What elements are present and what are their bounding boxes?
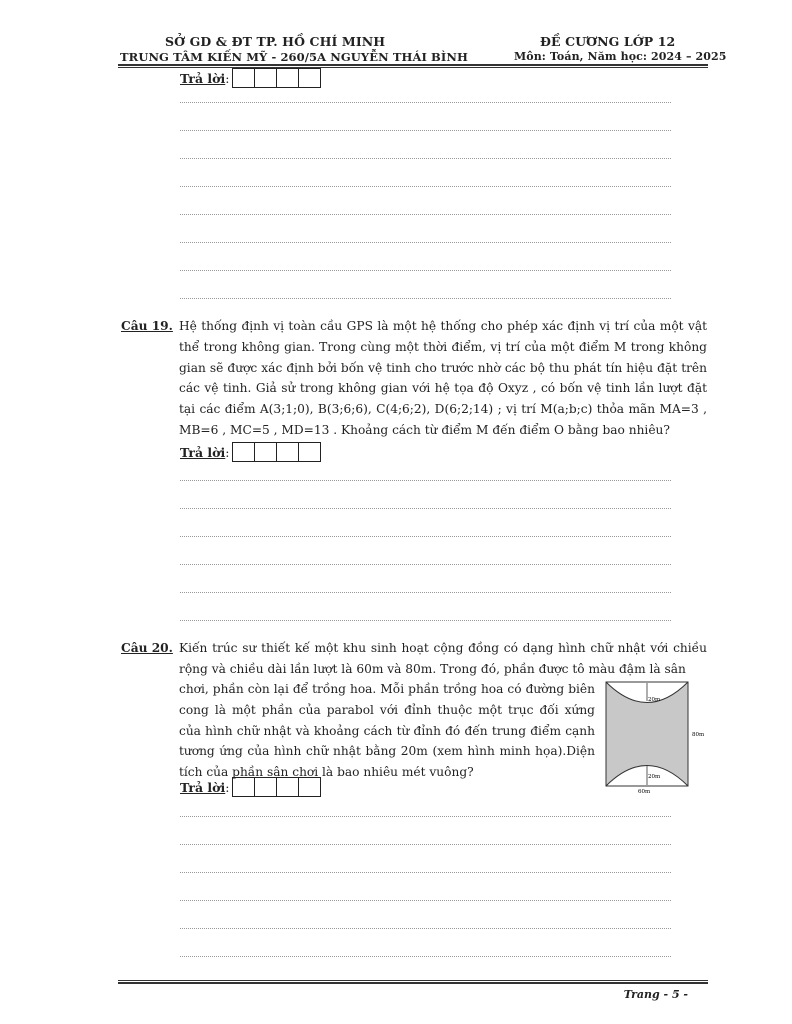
dotted-line — [180, 956, 671, 957]
header-school: SỞ GD & ĐT TP. HỒ CHÍ MINH — [165, 34, 386, 49]
dotted-line — [180, 102, 671, 103]
label-60m: 60m — [638, 789, 651, 795]
dotted-line — [180, 872, 671, 873]
answer-label: Trả lời — [180, 70, 226, 86]
dotted-line — [180, 270, 671, 271]
question-19-text: Hệ thống định vị toàn cầu GPS là một hệ thống cho phép xác định vị trí của một vật thể trong không gian. Trong cùng một thời điểm, vị trí của một điểm M trong không gian sẽ được xác định bởi bốn vệ tinh cho trước nhờ các bộ thu phát tín hiệu đặt trên các vệ tinh. Giả sử trong không gian với hệ tọa độ Oxyz , có bốn vệ tinh lần lượt đặt tại các điểm A(3;1;0), B(3;6;6), C(4;6;2), D(6;2;14) ; vị trí M(a;b;c) thỏa mãn MA=3 , MB=6 , MC=5 , MD=13 . Khoảng cách từ điểm M đến điểm O bằng bao nhiêu? — [179, 319, 707, 437]
dotted-line — [180, 508, 671, 509]
answer-colon: : — [225, 70, 230, 86]
dotted-line — [180, 214, 671, 215]
answer-colon: : — [225, 779, 230, 795]
answer-box[interactable] — [232, 777, 255, 797]
answer-colon: : — [225, 444, 230, 460]
park-figure — [604, 679, 708, 795]
answer-block-20 — [180, 777, 321, 797]
answer-block-18 — [180, 68, 321, 88]
header-title: ĐỀ CƯƠNG LỚP 12 — [540, 34, 676, 49]
answer-box[interactable] — [232, 68, 255, 88]
footer-rule — [118, 982, 708, 984]
dotted-line — [180, 844, 671, 845]
dotted-line — [180, 536, 671, 537]
label-20m-top: 20m — [648, 697, 661, 703]
dotted-line — [180, 480, 671, 481]
answer-box[interactable] — [298, 442, 321, 462]
answer-box[interactable] — [254, 442, 277, 462]
question-20-text-top: Kiến trúc sư thiết kế một khu sinh hoạt cộng đồng có dạng hình chữ nhật với chiều rộng và chiều dài lần lượt là 60m và 80m. Trong đó, phần được tô màu đậm là sân — [179, 641, 707, 676]
label-80m: 80m — [692, 732, 705, 738]
dotted-line — [180, 928, 671, 929]
answer-box[interactable] — [254, 777, 277, 797]
answer-box[interactable] — [298, 68, 321, 88]
question-20-label: Câu 20. — [121, 641, 173, 655]
header-rule — [118, 64, 708, 66]
dotted-line — [180, 816, 671, 817]
header-subject: Môn: Toán, Năm học: 2024 – 2025 — [514, 50, 727, 63]
answer-box[interactable] — [276, 777, 299, 797]
answer-box[interactable] — [232, 442, 255, 462]
dotted-line — [180, 130, 671, 131]
dotted-line — [180, 158, 671, 159]
answer-box[interactable] — [254, 68, 277, 88]
page-number: Trang - 5 - — [623, 988, 688, 1001]
answer-label: Trả lời — [180, 779, 226, 795]
answer-box[interactable] — [276, 68, 299, 88]
dotted-line — [180, 592, 671, 593]
answer-label: Trả lời — [180, 444, 226, 460]
question-19-label: Câu 19. — [121, 319, 173, 333]
dotted-line — [180, 564, 671, 565]
footer-rule-thin — [118, 980, 708, 981]
answer-box[interactable] — [276, 442, 299, 462]
answer-block-19 — [180, 442, 321, 462]
dotted-line — [180, 900, 671, 901]
question-20-text-side: chơi, phần còn lại để trồng hoa. Mỗi phần trồng hoa có đường biên cong là một phần của parabol với đỉnh thuộc một trục đối xứng của hình chữ nhật và khoảng cách từ đỉnh đó đến trung điểm cạnh tương ứng của hình chữ nhật bằng 20m (xem hình minh họa).Diện tích của phần sân chơi là bao nhiêu mét vuông? — [179, 682, 595, 780]
dotted-line — [180, 298, 671, 299]
dotted-line — [180, 620, 671, 621]
label-20m-bottom: 20m — [648, 774, 661, 780]
dotted-line — [180, 242, 671, 243]
header-center: TRUNG TÂM KIẾN MỸ - 260/5A NGUYỄN THÁI BÌNH — [120, 50, 468, 64]
dotted-line — [180, 186, 671, 187]
answer-box[interactable] — [298, 777, 321, 797]
